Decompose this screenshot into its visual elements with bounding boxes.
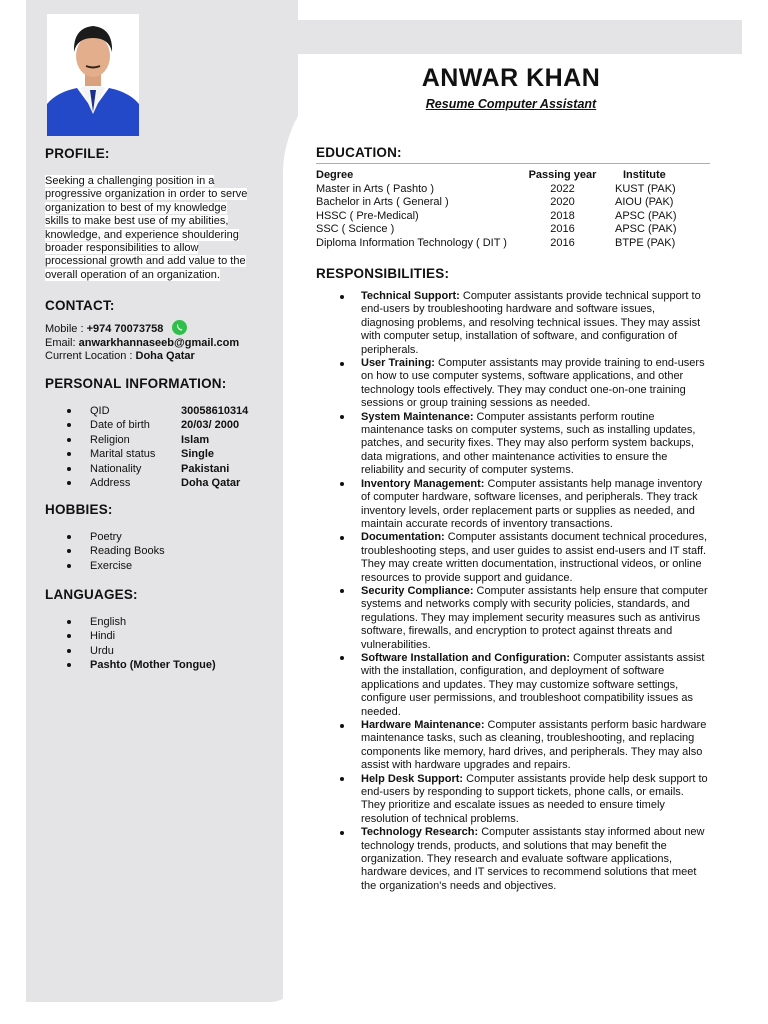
responsibility-heading: Technology Research: xyxy=(361,826,479,839)
location-row xyxy=(45,350,239,364)
contact-block xyxy=(45,320,239,364)
responsibility-heading: System Maintenance: xyxy=(361,410,474,423)
profile-line: overall operation of an organization. xyxy=(45,268,220,281)
personal-info-value: 20/03/ 2000 xyxy=(181,419,240,432)
personal-info-item xyxy=(45,462,230,476)
responsibility-text: Computer assistants document technical procedures, troubleshooting steps, and user guides to assist end-users and IT staff. They may create written documentation, instructional videos, or online resources to provide support and guidance. xyxy=(361,531,708,584)
responsibility-item xyxy=(316,719,710,773)
personal-info-item xyxy=(45,476,241,490)
degree-cell: SSC ( Science ) xyxy=(316,223,395,236)
hobby-item: Reading Books xyxy=(45,544,165,558)
degree-cell: Bachelor in Arts ( General ) xyxy=(316,196,449,209)
personal-info-value: Single xyxy=(181,448,215,461)
education-row xyxy=(316,210,699,224)
responsibility-heading: Software Installation and Configuration: xyxy=(361,651,570,664)
location-label: Current Location : xyxy=(45,350,133,362)
responsibility-text: Computer assistants may provide training to end-users on how to use computer systems, software applications, and other technology tools effectively. They may conduct one-on-one training sessions or group training sessions as needed. xyxy=(361,357,705,410)
year-header: Passing year xyxy=(528,169,597,181)
profile-line: knowledge, and experience shouldering xyxy=(45,228,239,241)
responsibilities-list xyxy=(316,290,710,893)
languages-title: LANGUAGES: xyxy=(45,587,138,602)
degree-cell: Master in Arts ( Pashto ) xyxy=(316,182,434,195)
candidate-name: ANWAR KHAN xyxy=(421,64,601,92)
responsibility-item xyxy=(316,290,710,357)
personal-info-list xyxy=(45,404,249,490)
profile-line: progressive organization in order to serve xyxy=(45,188,248,201)
responsibility-item xyxy=(316,826,710,893)
personal-info-item xyxy=(45,404,249,418)
personal-info-label: QID xyxy=(90,405,110,417)
hobby-item: Poetry xyxy=(45,530,165,544)
language-item: Pashto (Mother Tongue) xyxy=(45,658,216,672)
responsibility-heading: Inventory Management: xyxy=(361,477,485,490)
responsibility-item xyxy=(316,478,710,532)
responsibility-item xyxy=(316,652,710,719)
language-item: Urdu xyxy=(45,644,216,658)
contact-title: CONTACT: xyxy=(45,298,115,313)
personal-info-label: Religion xyxy=(90,433,130,446)
institute-cell: KUST (PAK) xyxy=(615,182,676,195)
personal-info-value: Pakistani xyxy=(181,462,230,475)
personal-info-value: Doha Qatar xyxy=(181,476,241,489)
responsibility-text: Computer assistants perform routine maintenance tasks on computer systems, such as installing updates, patches, and security fixes. They may also perform system backups, data migrations, and other maintenance activities to ensure the reliability and security of computer systems. xyxy=(361,410,696,477)
profile-line: broader responsibilities to allow xyxy=(45,242,199,255)
education-row xyxy=(316,223,699,237)
mobile-row xyxy=(45,320,239,337)
profile-summary xyxy=(45,175,257,282)
hobbies-list xyxy=(45,530,165,573)
degree-header: Degree xyxy=(316,169,354,181)
personal-info-label: Address xyxy=(90,476,131,489)
responsibility-item xyxy=(316,531,710,585)
personal-info-title: PERSONAL INFORMATION: xyxy=(45,376,227,391)
hobby-item: Exercise xyxy=(45,559,165,573)
education-row xyxy=(316,196,699,210)
institute-cell: APSC (PAK) xyxy=(615,223,677,236)
personal-info-item xyxy=(45,418,240,432)
year-cell: 2018 xyxy=(550,209,575,222)
responsibility-text: Computer assistants help manage inventory of computer hardware, software licenses, and peripherals. They track inventory levels, order replacement parts or supplies as needed, and maintain accurate records of inventory transactions. xyxy=(361,477,703,530)
responsibility-heading: Help Desk Support: xyxy=(361,772,464,785)
education-divider xyxy=(316,163,710,164)
responsibility-heading: User Training: xyxy=(361,357,435,370)
responsibilities-title: RESPONSIBILITIES: xyxy=(316,266,450,281)
degree-cell: HSSC ( Pre-Medical) xyxy=(316,209,419,222)
profile-photo xyxy=(47,14,139,136)
whatsapp-icon xyxy=(172,320,187,335)
personal-info-value: Islam xyxy=(181,433,210,446)
education-row xyxy=(316,183,699,197)
responsibility-heading: Security Compliance: xyxy=(361,584,474,597)
responsibility-text: Computer assistants stay informed about new technology trends, products, and solutions that may benefit the organization. They research and evaluate software applications, hardware devices, and IT services to recommend solutions that meet the organization's needs and objectives. xyxy=(361,826,705,892)
year-cell: 2016 xyxy=(550,236,575,249)
responsibility-item xyxy=(316,357,710,411)
year-cell: 2022 xyxy=(550,182,575,195)
responsibility-text: Computer assistants help ensure that computer systems and networks comply with security policies, standards, and regulations. They may implement security measures such as antivirus software, firewalls, and encryption to protect against threats and vulnerabilities. xyxy=(361,584,708,651)
profile-line: Seeking a challenging position in a xyxy=(45,175,215,187)
responsibility-item xyxy=(316,411,710,478)
mobile-label: Mobile : xyxy=(45,323,84,335)
year-cell: 2016 xyxy=(550,223,575,236)
year-cell: 2020 xyxy=(550,196,575,209)
education-title: EDUCATION: xyxy=(316,145,402,160)
responsibility-heading: Documentation: xyxy=(361,531,445,544)
personal-info-label: Marital status xyxy=(90,448,156,461)
personal-info-item xyxy=(45,447,215,461)
location-value: Doha Qatar xyxy=(135,350,195,362)
personal-info-label: Date of birth xyxy=(90,419,150,432)
responsibility-heading: Hardware Maintenance: xyxy=(361,719,485,731)
responsibility-item xyxy=(316,585,710,652)
personal-info-item xyxy=(45,433,210,447)
responsibility-text: Computer assistants provide help desk support to end-users by responding to support tickets, phone calls, or emails. They prioritize and escalate issues as needed to ensure timely resolution of technical problems. xyxy=(361,772,708,825)
institute-header: Institute xyxy=(623,169,666,181)
personal-info-label: Nationality xyxy=(90,462,142,475)
profile-title: PROFILE: xyxy=(45,146,110,161)
language-item: English xyxy=(45,615,216,629)
institute-cell: BTPE (PAK) xyxy=(615,236,676,249)
responsibility-text: Computer assistants assist with the installation, configuration, and deployment of software applications and updates. They may customize software settings, configure user permissions, and troubleshoot compatibility issues as needed. xyxy=(361,651,705,718)
header-band xyxy=(280,20,742,54)
education-row xyxy=(316,237,699,251)
mobile-value[interactable]: +974 70073758 xyxy=(86,323,164,335)
institute-cell: AIOU (PAK) xyxy=(615,196,674,209)
email-label: Email: xyxy=(45,336,76,349)
profile-line: processional growth and add value to the xyxy=(45,255,246,268)
education-header-row xyxy=(316,169,699,183)
language-item: Hindi xyxy=(45,629,216,643)
profile-line: organization to best of my knowledge xyxy=(45,201,227,214)
degree-cell: Diploma Information Technology ( DIT ) xyxy=(316,236,507,249)
institute-cell: APSC (PAK) xyxy=(615,209,677,222)
email-row xyxy=(45,337,239,351)
responsibility-text: Computer assistants provide technical support to end-users by troubleshooting hardware and software issues, diagnosing problems, and resolving technical issues. They may assist with computer setup, installation of software, and configuration of peripherals. xyxy=(361,290,701,356)
languages-list xyxy=(45,615,216,673)
personal-info-value: 30058610314 xyxy=(181,405,249,417)
resume-subtitle: Resume Computer Assistant xyxy=(425,97,597,111)
education-table xyxy=(316,169,699,251)
email-value[interactable]: anwarkhannaseeb@gmail.com xyxy=(78,336,240,349)
hobbies-title: HOBBIES: xyxy=(45,502,113,517)
profile-line: skills to make best use of my abilities, xyxy=(45,215,229,228)
responsibility-heading: Technical Support: xyxy=(361,290,460,302)
responsibility-item xyxy=(316,773,710,827)
responsibility-text: Computer assistants perform basic hardware maintenance tasks, such as cleaning, troubleshooting, and replacing components like memory, hard drives, and peripherals. They may also assist with hardware upgrades and repairs. xyxy=(361,719,707,772)
